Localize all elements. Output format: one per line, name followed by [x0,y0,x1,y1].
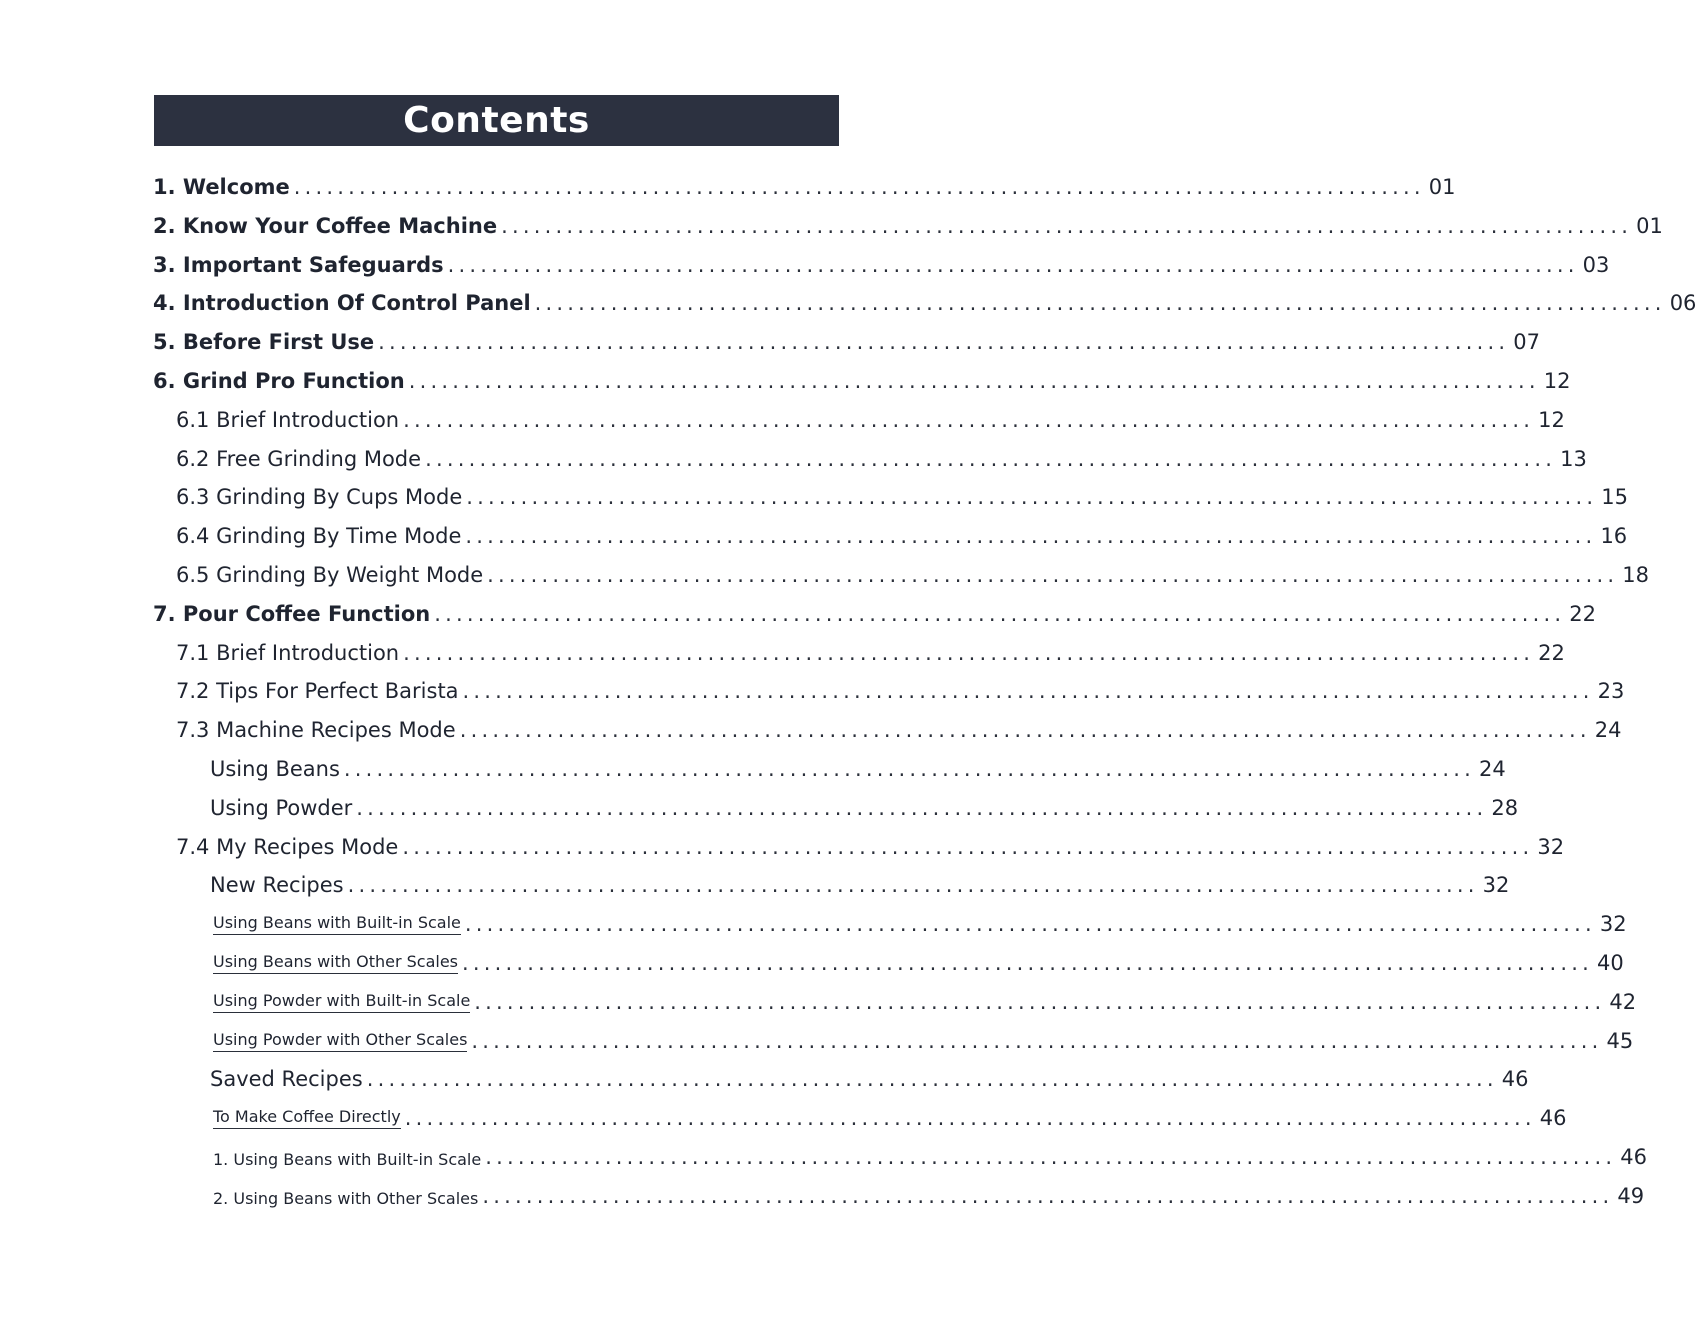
toc-page-number: 12 [1543,369,1571,393]
toc-page-number: 06 [1669,291,1696,316]
toc-entry-label: 3. Important Safeguards [153,252,444,277]
toc-entry-label: 6.1 Brief Introduction [176,407,400,432]
dot-leader: ........................................................................................................ [482,1183,1614,1208]
dot-leader: ........................................................................................................ [501,213,1633,238]
toc-entry-6-3[interactable] [0,471,1629,510]
dot-leader: ........................................................................................................ [464,912,1596,937]
toc-page-number: 32 [1537,834,1565,859]
dot-leader: ........................................................................................................ [402,834,1534,859]
contents-header [154,95,839,146]
toc-page-number: 24 [1478,757,1506,781]
dot-leader: ........................................................................................................ [347,873,1479,898]
dot-leader: ........................................................................................................ [366,1067,1498,1092]
dot-leader: ........................................................................................................ [408,369,1540,393]
toc-entry-label: 6. Grind Pro Function [153,369,405,393]
toc-page-number: 42 [1609,989,1637,1014]
toc-entry-label: Using Beans with Other Scales [213,952,458,974]
toc-entry-label: Using Powder [210,795,353,820]
page-title: Contents [403,100,590,141]
toc-entry-6-1[interactable] [0,394,1565,432]
toc-page-number: 07 [1513,330,1540,355]
toc-entry-label: 2. Using Beans with Other Scales [213,1188,479,1208]
toc-entry-pour-coffee-function[interactable] [0,588,1597,626]
toc-page-number: 16 [1600,524,1628,549]
dot-leader: ........................................................................................................ [474,989,1606,1014]
toc-entry-know-your-coffee-machine[interactable] [0,200,1663,238]
dot-leader: ........................................................................................................ [343,757,1475,781]
toc-entry-6-4[interactable] [0,510,1628,549]
dot-leader: ........................................................................................................ [378,330,1510,355]
toc-entry-6-5[interactable] [0,549,1649,587]
toc-page-number: 22 [1569,601,1597,626]
toc-entry-6-2[interactable] [0,433,1587,471]
toc-page-number: 18 [1622,563,1649,587]
toc-page-number: 01 [1636,213,1663,238]
toc-entry-saved-recipes[interactable] [0,1053,1529,1092]
toc-page-number: 23 [1597,679,1625,704]
toc-entry-7-2[interactable] [0,665,1625,704]
toc-entry-label: 1. Using Beans with Built-in Scale [213,1150,482,1169]
dot-leader: ........................................................................................................ [434,601,1566,626]
toc-page-number: 45 [1606,1028,1634,1053]
toc-entry-label: 6.5 Grinding By Weight Mode [176,563,484,587]
toc-entry-label: Using Powder with Built-in Scale [213,991,470,1013]
toc-page-number: 28 [1491,795,1519,820]
toc-entry-label: 5. Before First Use [153,330,375,355]
toc-entry-label: Saved Recipes [210,1067,363,1092]
toc-page-number: 49 [1617,1183,1645,1208]
dot-leader: ........................................................................................................ [403,407,1535,432]
toc-entry-label: 7.2 Tips For Perfect Barista [176,679,459,704]
dot-leader: ........................................................................................................ [404,1106,1536,1131]
dot-leader: ........................................................................................................ [485,1145,1617,1169]
toc-entry-label: Using Beans [210,757,340,781]
toc-entry-saved-beans-other-scales[interactable] [0,1170,1645,1208]
dot-leader: ........................................................................................................ [462,951,1594,975]
toc-entry-make-coffee-directly[interactable] [0,1092,1567,1131]
toc-entry-powder-built-in-scale[interactable] [0,976,1637,1014]
toc-entry-7-3[interactable] [0,704,1622,743]
toc-entry-label: 1. Welcome [153,175,290,199]
dot-leader: ........................................................................................................ [471,1028,1603,1053]
toc-entry-label: New Recipes [210,873,344,898]
toc-entry-label: 6.2 Free Grinding Mode [176,446,422,471]
toc-entry-label: 7.1 Brief Introduction [176,640,400,665]
toc-page-number: 32 [1482,873,1510,898]
toc-page-number: 01 [1428,175,1456,199]
toc-entry-welcome[interactable] [0,161,1456,199]
dot-leader: ........................................................................................................ [447,252,1579,277]
toc-page-number: 12 [1538,407,1565,432]
toc-entry-beans-other-scales[interactable] [0,937,1624,975]
toc-entry-label: 2. Know Your Coffee Machine [153,213,498,238]
toc-entry-label: To Make Coffee Directly [213,1107,401,1129]
toc-entry-7-4[interactable] [0,821,1565,859]
toc-page-number: 03 [1582,252,1610,277]
toc-page-number: 40 [1597,951,1624,975]
toc-entry-powder-other-scales[interactable] [0,1015,1634,1053]
toc-entry-label: 7.3 Machine Recipes Mode [176,718,456,743]
dot-leader: ........................................................................................................ [465,524,1597,549]
toc-entry-saved-beans-built-in-scale[interactable] [0,1131,1647,1169]
toc-entry-grind-pro-function[interactable] [0,355,1571,393]
toc-entry-7-1[interactable] [0,627,1565,665]
toc-entry-label: 6.3 Grinding By Cups Mode [176,485,463,510]
dot-leader: ........................................................................................................ [356,795,1488,820]
dot-leader: ........................................................................................................ [459,718,1591,743]
dot-leader: ........................................................................................................ [425,446,1557,471]
toc-entry-before-first-use[interactable] [0,316,1540,355]
toc-entry-label: 7. Pour Coffee Function [153,601,431,626]
toc-entry-new-recipes[interactable] [0,859,1510,898]
toc-page-number: 22 [1538,640,1565,665]
dot-leader: ........................................................................................................ [534,291,1666,316]
toc-page-number: 13 [1560,446,1587,471]
toc-page-number: 46 [1620,1145,1647,1169]
dot-leader: ........................................................................................................ [487,563,1619,587]
toc-entry-using-powder[interactable] [0,782,1519,820]
toc-entry-label: 4. Introduction Of Control Panel [153,291,531,316]
toc-entry-label: 7.4 My Recipes Mode [176,834,399,859]
toc-page-number: 24 [1594,718,1622,743]
toc-page-number: 46 [1539,1106,1567,1131]
toc-page-number: 46 [1501,1067,1529,1092]
toc-entry-control-panel[interactable] [0,277,1696,316]
toc-entry-label: Using Beans with Built-in Scale [213,913,461,935]
toc-page-number: 32 [1599,912,1627,937]
toc-entry-label: Using Powder with Other Scales [213,1030,467,1052]
toc-page-number: 15 [1601,485,1629,510]
toc-entry-label: 6.4 Grinding By Time Mode [176,524,462,549]
toc-entry-using-beans[interactable] [0,743,1506,781]
toc-entry-important-safeguards[interactable] [0,239,1610,277]
toc-entry-beans-built-in-scale[interactable] [0,898,1627,937]
dot-leader: ........................................................................................................ [466,485,1598,510]
dot-leader: ........................................................................................................ [403,640,1535,665]
dot-leader: ........................................................................................................ [462,679,1594,704]
dot-leader: ........................................................................................................ [293,175,1425,199]
